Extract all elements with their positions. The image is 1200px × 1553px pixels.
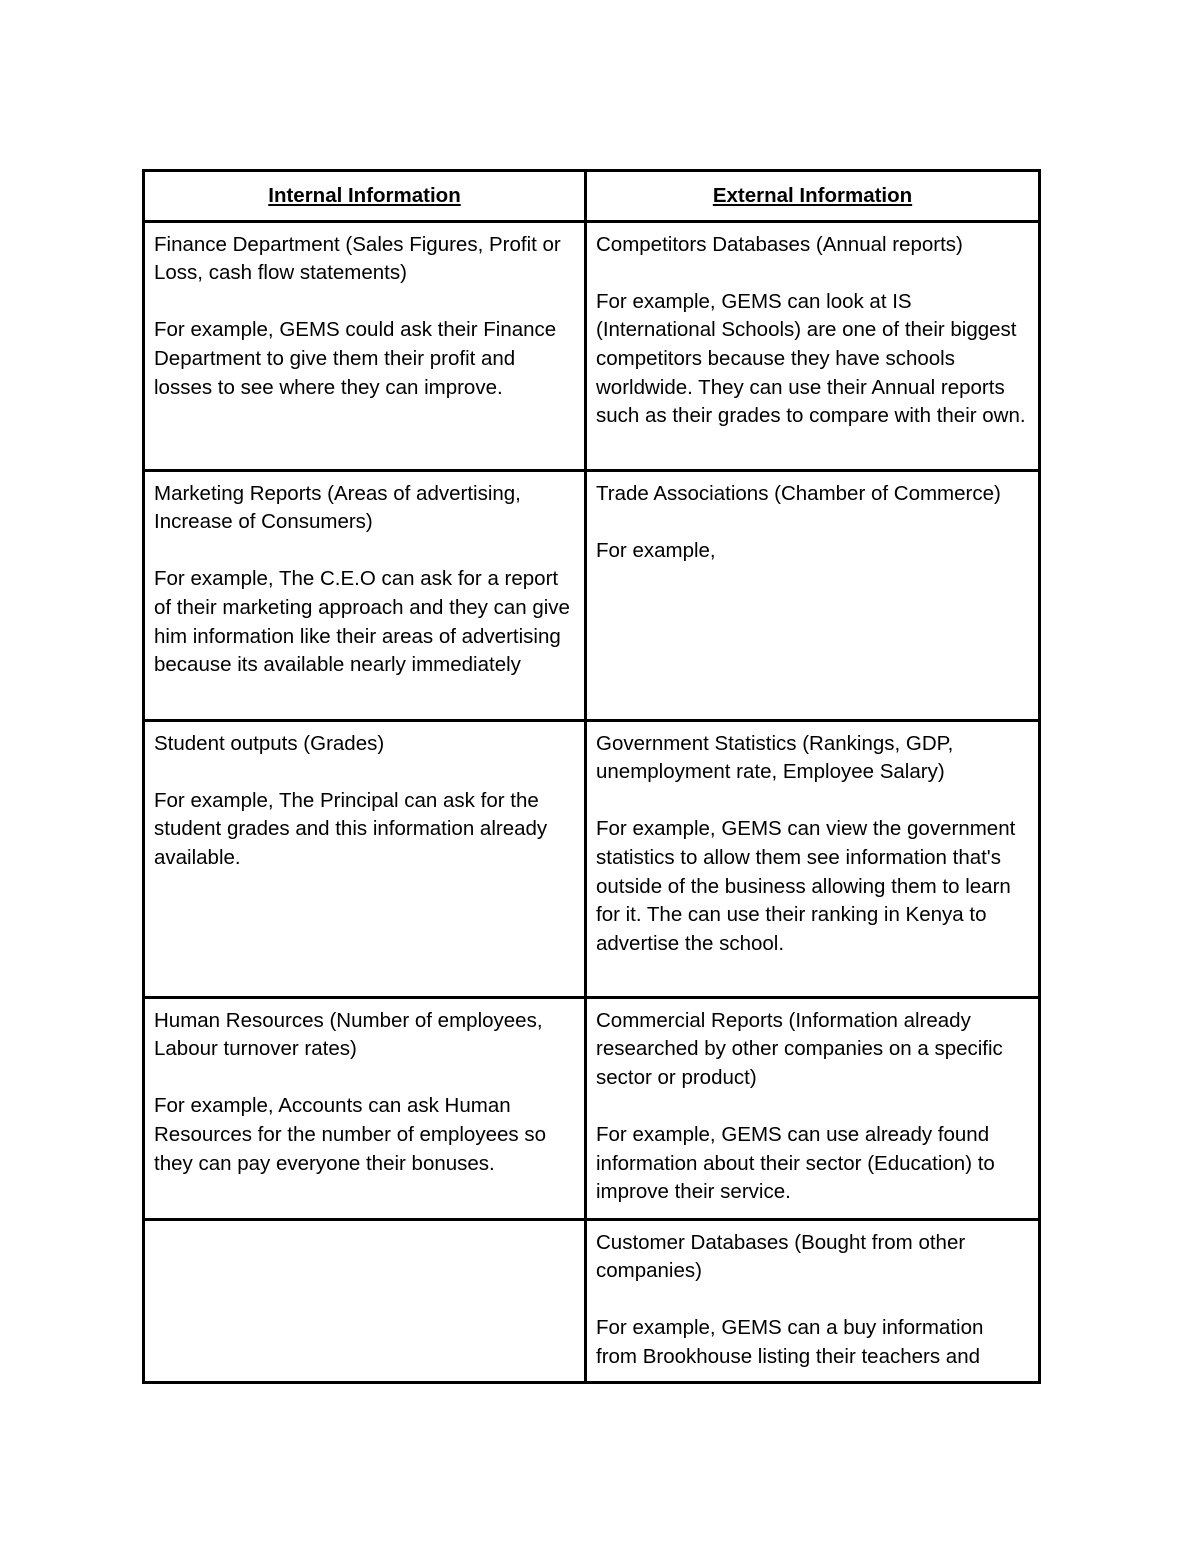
internal-source-example: For example, Accounts can ask Human Resources for the number of employees so they can pay everyone their bonuses. [154, 1094, 546, 1175]
internal-source-example: For example, The C.E.O can ask for a report of their marketing approach and they can give him information like their areas of advertising because its available nearly immediately [154, 567, 570, 677]
external-cell [586, 1219, 1040, 1382]
external-source-heading: Government Statistics (Rankings, GDP, unemployment rate, Employee Salary) [596, 731, 954, 784]
internal-information-header: Internal Information [144, 171, 586, 222]
internal-cell [144, 997, 586, 1219]
internal-cell [144, 470, 586, 720]
external-cell [586, 720, 1040, 997]
information-table [142, 169, 1041, 1384]
table-row [144, 221, 1040, 470]
table-header-row [144, 171, 1040, 222]
external-source-example: For example, [596, 538, 716, 562]
table-row [144, 720, 1040, 997]
table-row [144, 1219, 1040, 1382]
internal-source-heading: Student outputs (Grades) [154, 731, 385, 755]
internal-source-example: For example, GEMS could ask their Finance Department to give them their profit and losses to see where they can improve. [154, 318, 557, 399]
external-cell [586, 221, 1040, 470]
external-information-header: External Information [586, 171, 1040, 222]
internal-cell-empty [144, 1219, 586, 1382]
internal-source-example: For example, The Principal can ask for the student grades and this information already available. [154, 788, 548, 869]
external-source-heading: Competitors Databases (Annual reports) [596, 232, 963, 256]
external-source-example: For example, GEMS can view the government statistics to allow them see information that's outside of the business allowing them to learn for it. The can use their ranking in Kenya to advertise the school. [596, 817, 1016, 955]
external-source-heading: Trade Associations (Chamber of Commerce) [596, 481, 1001, 505]
table-row [144, 997, 1040, 1219]
external-source-example: For example, GEMS can a buy information from Brookhouse listing their teachers and [596, 1316, 984, 1368]
external-cell [586, 997, 1040, 1219]
internal-cell [144, 720, 586, 997]
external-cell [586, 470, 1040, 720]
internal-source-heading: Marketing Reports (Areas of advertising, Increase of Consumers) [154, 481, 521, 534]
external-source-example: For example, GEMS can look at IS (International Schools) are one of their biggest competitors because they have schools worldwide. They can use their Annual reports such as their grades to compare with their own. [596, 289, 1026, 428]
internal-cell [144, 221, 586, 470]
external-source-heading: Commercial Reports (Information already researched by other companies on a specific sector or product) [596, 1008, 1003, 1089]
table-row [144, 470, 1040, 720]
external-source-example: For example, GEMS can use already found information about their sector (Education) to improve their service. [596, 1122, 995, 1204]
internal-source-heading: Finance Department (Sales Figures, Profit or Loss, cash flow statements) [154, 232, 561, 285]
external-source-heading: Customer Databases (Bought from other companies) [596, 1230, 966, 1283]
internal-source-heading: Human Resources (Number of employees, Labour turnover rates) [154, 1008, 543, 1061]
